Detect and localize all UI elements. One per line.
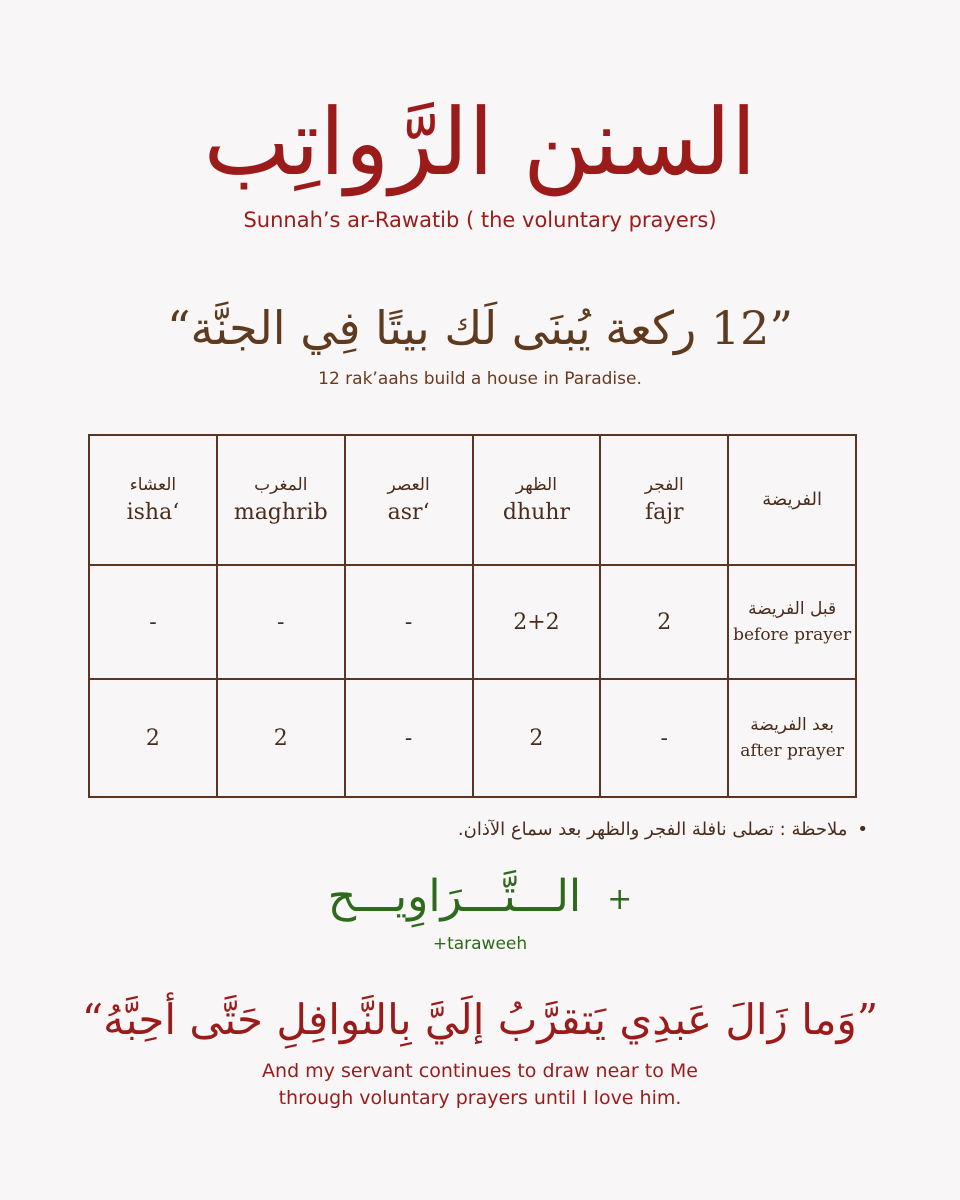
- note: [458, 815, 868, 845]
- header-isha: [89, 435, 217, 565]
- header-asr-english: ‘asr: [387, 500, 430, 525]
- cell-after-dhuhr: [473, 679, 601, 797]
- row-label-after: [728, 679, 856, 797]
- hadith-arabic: ”12 ركعة يُبنَى لَك بيتًا فِي الجنَّة“: [167, 301, 793, 355]
- header-maghrib: [217, 435, 345, 565]
- cell-value: 2: [529, 725, 544, 751]
- cell-value: -: [404, 725, 413, 751]
- hadith-translation: 12 rak’aahs build a house in Paradise.: [318, 369, 642, 389]
- cell-after-maghrib: [217, 679, 345, 797]
- rawatib-schedule-table: [88, 434, 857, 798]
- cell-before-fajr: [600, 565, 728, 679]
- cell-before-maghrib: [217, 565, 345, 679]
- table-row-after-prayer: [89, 679, 856, 797]
- header-maghrib-arabic: المغرب: [254, 475, 308, 495]
- taraweeh-english: +taraweeh: [432, 934, 528, 954]
- table-row-before-prayer: [89, 565, 856, 679]
- plus-icon: +: [607, 881, 633, 917]
- header-dhuhr: [473, 435, 601, 565]
- row-label-before-english: before prayer: [733, 625, 852, 645]
- row-label-before: [728, 565, 856, 679]
- header-asr-arabic: العصر: [387, 475, 430, 495]
- row-label-before-arabic: قبل الفريضة: [748, 599, 837, 619]
- page-subtitle: Sunnah’s ar-Rawatib ( the voluntary prayers): [243, 208, 717, 232]
- taraweeh-heading: [0, 862, 960, 935]
- header-maghrib-english: maghrib: [233, 500, 328, 525]
- row-label-after-english: after prayer: [740, 741, 844, 761]
- header-isha-english: ‘isha: [126, 500, 180, 525]
- header-fard-arabic: الفريضة: [762, 489, 822, 510]
- cell-value: 2+2: [513, 609, 560, 635]
- note-text: ملاحظة : تصلى نافلة الفجر والظهر بعد سماع الآذان.: [457, 819, 848, 840]
- cell-value: -: [149, 609, 157, 635]
- header-isha-arabic: العشاء: [129, 475, 177, 495]
- cell-after-isha: [89, 679, 217, 797]
- page-title-arabic: السنن الرَّواتِب: [203, 89, 757, 196]
- closing-hadith-arabic: ”وَما زَالَ عَبدِي يَتقرَّبُ إلَيَّ بِالنَّوافِلِ حَتَّى أحِبَّهُ“: [81, 995, 879, 1044]
- cell-after-fajr: [600, 679, 728, 797]
- cell-value: -: [277, 609, 285, 635]
- header-fajr: [600, 435, 728, 565]
- bullet-icon: •: [857, 819, 868, 840]
- row-label-after-arabic: بعد الفريضة: [750, 715, 834, 735]
- closing-english-line-2: through voluntary prayers until I love him.: [278, 1087, 682, 1109]
- cell-value: 2: [657, 609, 672, 635]
- cell-before-dhuhr: [473, 565, 601, 679]
- header-fajr-arabic: الفجر: [644, 475, 684, 495]
- cell-value: -: [660, 725, 668, 751]
- cell-value: 2: [145, 725, 160, 751]
- table-header-row: [89, 435, 856, 565]
- cell-before-asr: [345, 565, 473, 679]
- cell-before-isha: [89, 565, 217, 679]
- closing-english-line-1: And my servant continues to draw near to Me: [262, 1060, 698, 1082]
- cell-value: -: [404, 609, 413, 635]
- header-fajr-english: fajr: [644, 500, 684, 525]
- header-dhuhr-arabic: الظهر: [515, 475, 557, 495]
- closing-hadith-translation: [0, 1058, 960, 1112]
- taraweeh-arabic: الـــتَّـــرَاوِيـــح: [327, 871, 582, 922]
- header-dhuhr-english: dhuhr: [502, 500, 570, 525]
- header-asr: [345, 435, 473, 565]
- cell-value: 2: [273, 725, 288, 751]
- header-fard: [728, 435, 856, 565]
- cell-after-asr: [345, 679, 473, 797]
